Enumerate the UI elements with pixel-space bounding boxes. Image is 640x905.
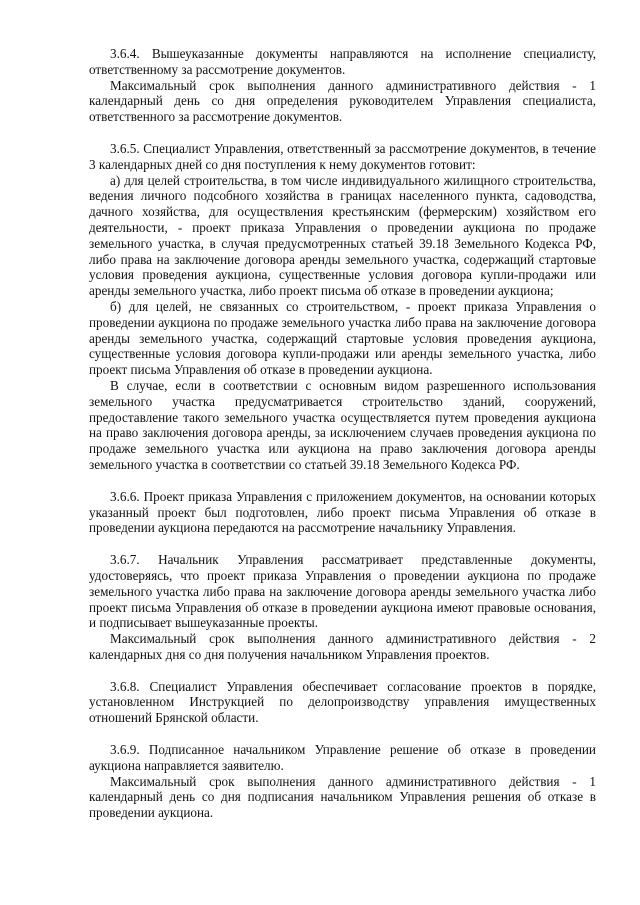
- section-gap: [89, 125, 596, 141]
- section-3-6-7: [89, 552, 596, 663]
- section-3-6-5: [89, 141, 596, 473]
- section-3-6-9: [89, 742, 596, 821]
- section-gap: [89, 536, 596, 552]
- section-gap: [89, 726, 596, 742]
- paragraph: В случае, если в соответствии с основным видом разрешенного использования земельного участка предусматривается строительство зданий, сооружений, предоставление такого земельного участка осуществляется путем проведения аукциона на право заключения договора аренды, за исключением случаев проведения аукциона по продаже земельного участка или аукциона на право заключения договора аренды земельного участка в соответствии со статьей 39.18 Земельного Кодекса РФ.: [89, 377, 596, 472]
- paragraph: 3.6.5. Специалист Управления, ответственный за рассмотрение документов, в течение 3 календарных дней со дня поступления к нему документов готовит:: [89, 140, 596, 172]
- paragraph: Максимальный срок выполнения данного административного действия - 1 календарный день со дня определения руководителем Управления специалиста, ответственного за рассмотрение документов.: [89, 77, 596, 125]
- document-page: [89, 46, 596, 821]
- section-gap: [89, 473, 596, 489]
- section-3-6-8: [89, 679, 596, 726]
- paragraph: 3.6.4. Вышеуказанные документы направляются на исполнение специалисту, ответственному за рассмотрение документов.: [89, 46, 596, 77]
- paragraph: 3.6.7. Начальник Управления рассматривает представленные документы, удостоверяясь, что проект приказа Управления о проведении аукциона по продаже земельного участка либо права на заключение договора аренды земельного участка либо проект письма Управления об отказе в проведении аукциона имеют правовые основания, и подписывает вышеуказанные проекты.: [89, 552, 596, 631]
- paragraph: Максимальный срок выполнения данного административного действия - 2 календарных дня со дня получения начальником Управления проектов.: [89, 631, 596, 662]
- paragraph: 3.6.6. Проект приказа Управления с приложением документов, на основании которых указанный проект был подготовлен, либо проект письма Управления об отказе в проведении аукциона передаются на рассмотрение начальнику Управления.: [89, 488, 596, 536]
- paragraph: 3.6.8. Специалист Управления обеспечивает согласование проектов в порядке, установленном Инструкцией по делопроизводству управления имущественных отношений Брянской области.: [89, 678, 596, 726]
- paragraph: а) для целей строительства, в том числе индивидуального жилищного строительства, ведения личного подсобного хозяйства в границах населенного пункта, садоводства, дачного хозяйства, для осуществления крестьянским (фермерским) хозяйством его деятельности, - проект приказа Управления о проведении аукциона по продаже земельного участка, в случая предусмотренных статьей 39.18 Земельного Кодекса РФ, либо права на заключение договора аренды земельного участка, содержащий стартовые условия проведения аукциона, существенные условия договора купли-продажи или аренды земельного участка, либо проект письма об отказе в проведении аукциона;: [89, 172, 596, 299]
- section-3-6-6: [89, 489, 596, 536]
- paragraph: 3.6.9. Подписанное начальником Управление решение об отказе в проведении аукциона направляется заявителю.: [89, 742, 596, 773]
- section-gap: [89, 663, 596, 679]
- paragraph: Максимальный срок выполнения данного административного действия - 1 календарный день со дня подписания начальником Управления решения об отказе в проведении аукциона.: [89, 773, 596, 821]
- paragraph: б) для целей, не связанных со строительством, - проект приказа Управления о проведении аукциона по продаже земельного участка либо права на заключение договора аренды земельного участка, содержащий стартовые условия проведения аукциона, существенные условия договора купли-продажи или аренды земельного участка, либо проект письма Управления об отказе в проведении аукциона.: [89, 298, 596, 378]
- section-3-6-4: [89, 46, 596, 125]
